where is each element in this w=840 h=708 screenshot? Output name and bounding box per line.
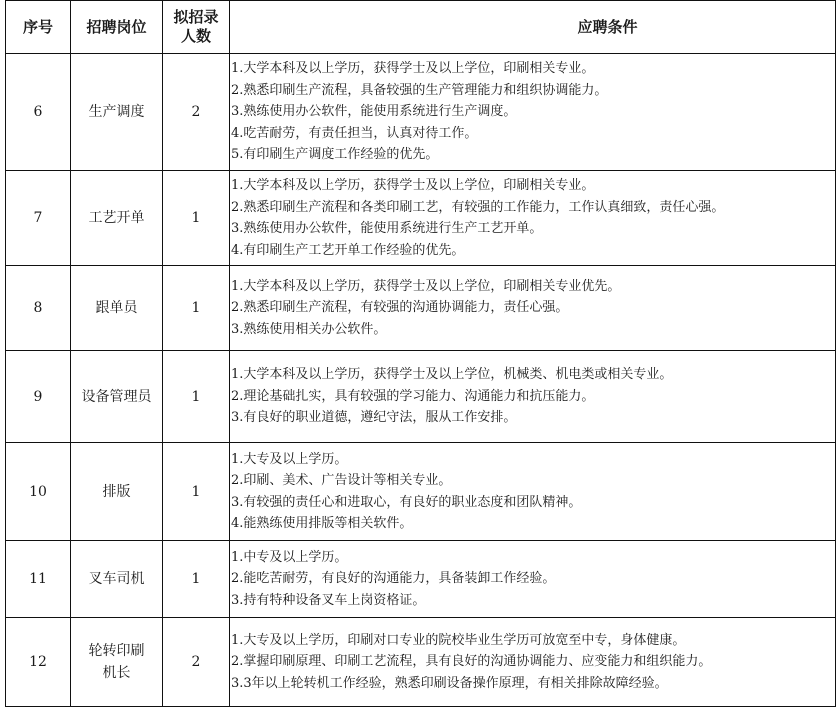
row-requirements: [230, 541, 836, 618]
row-requirements: [230, 351, 836, 443]
requirement-item: 3.有较强的责任心和进取心，有良好的职业态度和团队精神。: [231, 494, 582, 510]
row-requirements: [230, 266, 836, 351]
row-count: 1: [163, 266, 230, 351]
table-row: [6, 541, 836, 618]
requirement-item: 1.大学本科及以上学历，获得学士及以上学位，印刷相关专业。: [231, 61, 595, 77]
row-count: 2: [163, 618, 230, 707]
row-requirements: [230, 443, 836, 541]
requirement-item: 3.有良好的职业道德，遵纪守法，服从工作安排。: [231, 410, 517, 426]
requirement-item: 2.理论基础扎实，具有较强的学习能力、沟通能力和抗压能力。: [231, 388, 595, 404]
table-row: [6, 443, 836, 541]
requirement-item: 1.大专及以上学历。: [231, 451, 348, 467]
header-count-line2: 人数: [180, 27, 211, 45]
header-seq: 序号: [6, 1, 71, 54]
row-position: [71, 541, 163, 618]
header-count: [163, 1, 230, 54]
requirement-item: 3.持有特种设备叉车上岗资格证。: [231, 592, 426, 608]
requirement-item: 3.熟练使用办公软件，能使用系统进行生产调度。: [231, 104, 517, 120]
row-position-line: 工艺开单: [88, 210, 145, 226]
requirement-item: 1.大学本科及以上学历，获得学士及以上学位，印刷相关专业优先。: [231, 278, 621, 294]
row-position: [71, 266, 163, 351]
row-count: 1: [163, 351, 230, 443]
requirement-item: 2.熟悉印刷生产流程，具备较强的生产管理能力和组织协调能力。: [231, 82, 608, 98]
row-position-line: 叉车司机: [88, 571, 145, 587]
row-position: [71, 54, 163, 171]
row-requirements: [230, 54, 836, 171]
row-position: [71, 443, 163, 541]
requirement-item: 3.熟练使用办公软件，能使用系统进行生产工艺开单。: [231, 221, 543, 236]
requirement-item: 5.有印刷生产调度工作经验的优先。: [231, 147, 439, 163]
header-position: 招聘岗位: [71, 1, 163, 54]
table-row: [6, 54, 836, 171]
requirement-item: 2.熟悉印刷生产流程和各类印刷工艺，有较强的工作能力，工作认真细致，责任心强。: [231, 199, 725, 215]
header-conditions: 应聘条件: [230, 1, 836, 54]
table-row: [6, 266, 836, 351]
row-position-line: 设备管理员: [81, 388, 152, 405]
requirement-item: 2.能吃苦耐劳，有良好的沟通能力，具备装卸工作经验。: [231, 571, 556, 587]
row-count: 2: [163, 54, 230, 171]
row-position-line: 机长: [102, 665, 131, 681]
requirement-item: 1.中专及以上学历。: [231, 549, 348, 565]
row-position: [71, 618, 163, 707]
requirement-item: 4.有印刷生产工艺开单工作经验的优先。: [231, 242, 465, 258]
row-position: [71, 351, 163, 443]
requirement-item: 1.大学本科及以上学历，获得学士及以上学位，印刷相关专业。: [231, 178, 595, 193]
row-seq: 7: [6, 171, 71, 266]
row-seq: 11: [6, 541, 71, 618]
row-count: 1: [163, 443, 230, 541]
recruitment-table: [5, 0, 836, 707]
row-count: 1: [163, 541, 230, 618]
row-position-line: 轮转印刷: [88, 643, 145, 659]
requirement-item: 2.印刷、美术、广告设计等相关专业。: [231, 473, 452, 488]
row-position: [71, 171, 163, 266]
table-row: [6, 351, 836, 443]
requirement-item: 2.掌握印刷原理、印刷工艺流程，具有良好的沟通协调能力、应变能力和组织能力。: [231, 654, 712, 670]
row-requirements: [230, 171, 836, 266]
row-seq: 12: [6, 618, 71, 707]
table-header-row: [6, 1, 836, 54]
row-seq: 10: [6, 443, 71, 541]
header-count-line1: 拟招录: [173, 8, 219, 26]
table-body: [6, 54, 836, 707]
requirement-item: 2.熟悉印刷生产流程，有较强的沟通协调能力，责任心强。: [231, 300, 569, 316]
requirement-item: 4.吃苦耐劳，有责任担当，认真对待工作。: [231, 125, 478, 141]
row-seq: 6: [6, 54, 71, 171]
row-position-line: 生产调度: [88, 104, 145, 120]
requirement-item: 3.熟练使用相关办公软件。: [231, 321, 387, 337]
requirement-item: 1.大学本科及以上学历，获得学士及以上学位，机械类、机电类或相关专业。: [231, 367, 673, 383]
row-count: 1: [163, 171, 230, 266]
row-seq: 9: [6, 351, 71, 443]
requirement-item: 4.能熟练使用排版等相关软件。: [231, 516, 413, 531]
table-row: [6, 618, 836, 707]
row-seq: 8: [6, 266, 71, 351]
row-requirements: [230, 618, 836, 707]
table-row: [6, 171, 836, 266]
row-position-line: 排版: [102, 483, 131, 500]
row-position-line: 跟单员: [95, 300, 138, 316]
requirement-item: 1.大专及以上学历，印刷对口专业的院校毕业生学历可放宽至中专，身体健康。: [231, 632, 686, 648]
requirement-item: 3.3年以上轮转机工作经验，熟悉印刷设备操作原理，有相关排除故障经验。: [231, 675, 668, 691]
